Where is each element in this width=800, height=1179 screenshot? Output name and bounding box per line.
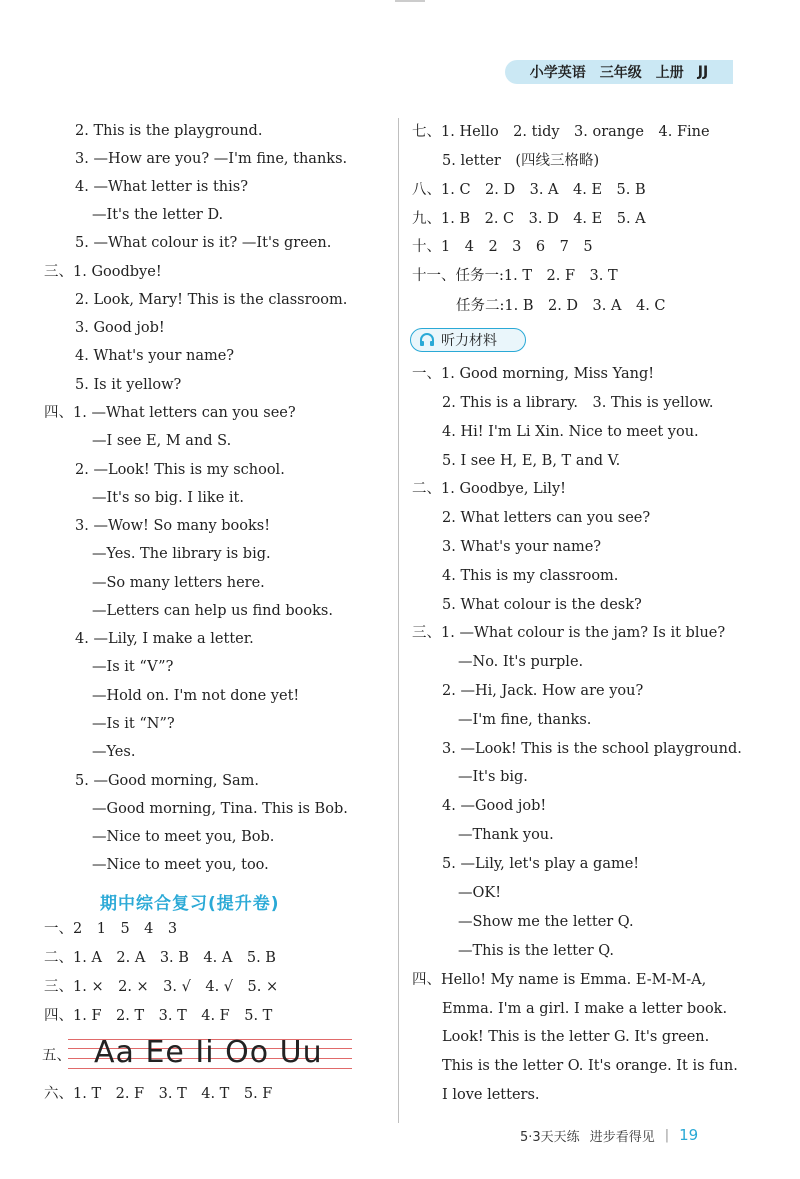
page-number: 19 (679, 1126, 699, 1144)
listening-line: 2. What letters can you see? (442, 510, 651, 526)
header-subject: 小学英语 (529, 65, 586, 81)
answer-line: —Is it “V”? (92, 659, 174, 675)
footer (520, 1124, 698, 1146)
answer-line: 3. —How are you? —I'm fine, thanks. (75, 151, 348, 167)
answer-line: —Nice to meet you, Bob. (92, 829, 275, 845)
listening-line: Look! This is the letter G. It's green. (442, 1029, 710, 1045)
answer-line: 七、1. Hello 2. tidy 3. orange 4. Fine (412, 124, 710, 140)
listening-line: 5. I see H, E, B, T and V. (442, 453, 621, 469)
footer-brand: 5·3天天练 (520, 1129, 580, 1145)
listening-title: 听力材料 (441, 333, 497, 349)
answer-line: —It's the letter D. (92, 207, 224, 223)
listening-line: Emma. I'm a girl. I make a letter book. (442, 1001, 728, 1017)
answer-line: 2. This is the playground. (75, 123, 263, 139)
answer-line: 十、1 4 2 3 6 7 5 (412, 239, 593, 255)
answer-line: 5. letter (四线三格略) (442, 153, 600, 169)
answer-line: 5. —Good morning, Sam. (75, 773, 260, 789)
top-decoration (395, 0, 425, 2)
listening-line: —OK! (458, 885, 502, 901)
handwriting-text: Aa Ee Ii Oo Uu (94, 1035, 323, 1070)
answer-line: 4. —Lily, I make a letter. (75, 631, 254, 647)
listening-line: 4. This is my classroom. (442, 568, 619, 584)
listening-line: This is the letter O. It's orange. It is fun. (442, 1058, 738, 1074)
answer-line: 5. —What colour is it? —It's green. (75, 235, 332, 251)
answer-line: —Letters can help us find books. (92, 603, 333, 619)
header-edition: JJ (697, 64, 709, 80)
listening-line: 3. —Look! This is the school playground. (442, 741, 742, 757)
listening-line: 一、1. Good morning, Miss Yang! (412, 366, 655, 382)
answer-line: 2. Look, Mary! This is the classroom. (75, 292, 348, 308)
listening-line: 5. What colour is the desk? (442, 597, 642, 613)
listening-line: 3. What's your name? (442, 539, 602, 555)
answer-line: 二、1. A 2. A 3. B 4. A 5. B (44, 950, 276, 966)
handwriting-row (42, 1036, 352, 1072)
section-title: 期中综合复习(提升卷) (100, 894, 280, 914)
answer-line: 4. What's your name? (75, 348, 235, 364)
handwriting-label: 五、 (42, 1048, 71, 1064)
listening-line: —Thank you. (458, 827, 554, 843)
answer-line: —Good morning, Tina. This is Bob. (92, 801, 348, 817)
answer-line: —Hold on. I'm not done yet! (92, 688, 300, 704)
headphones-icon (419, 332, 435, 348)
answer-line: 三、1. Goodbye! (44, 264, 162, 280)
answer-line: —Yes. The library is big. (92, 546, 271, 562)
header-grade: 三年级 (599, 65, 642, 81)
answer-line: —Is it “N”? (92, 716, 175, 732)
header-volume: 上册 (655, 65, 684, 81)
listening-line: 三、1. —What colour is the jam? Is it blue? (412, 625, 726, 641)
answer-line: 四、1. —What letters can you see? (44, 405, 296, 421)
column-divider (398, 118, 399, 1123)
answer-line: 2. —Look! This is my school. (75, 462, 285, 478)
answer-line: 十一、任务一:1. T 2. F 3. T (412, 268, 618, 284)
answer-line: 5. Is it yellow? (75, 377, 182, 393)
listening-line: 四、Hello! My name is Emma. E-M-M-A, (412, 972, 707, 988)
footer-slogan: 进步看得见 (589, 1129, 655, 1145)
answer-line: 一、2 1 5 4 3 (44, 921, 178, 937)
listening-line: —Show me the letter Q. (458, 914, 634, 930)
answer-line: 九、1. B 2. C 3. D 4. E 5. A (412, 211, 646, 227)
listening-line: —It's big. (458, 769, 528, 785)
answer-line: 任务二:1. B 2. D 3. A 4. C (456, 298, 666, 314)
footer-separator: | (664, 1127, 670, 1143)
answer-line: 三、1. × 2. × 3. √ 4. √ 5. × (44, 979, 279, 995)
answer-line: —So many letters here. (92, 575, 265, 591)
answer-line: 4. —What letter is this? (75, 179, 248, 195)
listening-heading (410, 328, 526, 352)
answer-line: 八、1. C 2. D 3. A 4. E 5. B (412, 182, 646, 198)
answer-line: —Nice to meet you, too. (92, 857, 269, 873)
answer-line: 四、1. F 2. T 3. T 4. F 5. T (44, 1008, 273, 1024)
listening-line: 2. —Hi, Jack. How are you? (442, 683, 644, 699)
listening-line: 4. Hi! I'm Li Xin. Nice to meet you. (442, 424, 699, 440)
listening-line: 4. —Good job! (442, 798, 547, 814)
listening-line: —This is the letter Q. (458, 943, 615, 959)
answer-line: 六、1. T 2. F 3. T 4. T 5. F (44, 1086, 273, 1102)
answer-line: —Yes. (92, 744, 136, 760)
answer-line: —It's so big. I like it. (92, 490, 244, 506)
listening-line: —I'm fine, thanks. (458, 712, 592, 728)
listening-line: —No. It's purple. (458, 654, 584, 670)
answer-line: 3. —Wow! So many books! (75, 518, 271, 534)
listening-line: 5. —Lily, let's play a game! (442, 856, 640, 872)
listening-line: 2. This is a library. 3. This is yellow. (442, 395, 714, 411)
listening-line: 二、1. Goodbye, Lily! (412, 481, 566, 497)
answer-line: —I see E, M and S. (92, 433, 232, 449)
header-tag (505, 60, 733, 84)
listening-line: I love letters. (442, 1087, 540, 1103)
answer-line: 3. Good job! (75, 320, 165, 336)
